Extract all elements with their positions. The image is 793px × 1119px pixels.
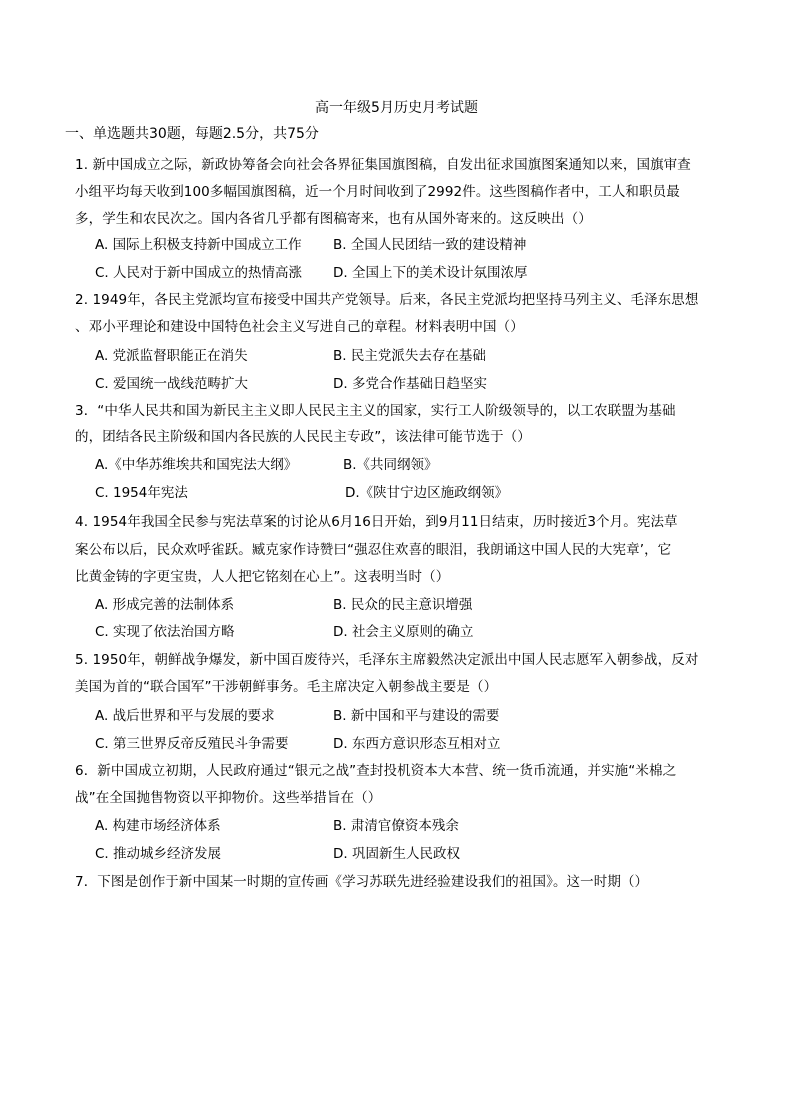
q4-option-d: D. 社会主义原则的确立 <box>333 624 474 640</box>
q6-option-d: D. 巩固新生人民政权 <box>333 846 460 862</box>
q3-line-1: 3．“中华人民共和国为新民主主义即人民民主主义的国家，实行工人阶级领导的，以工农联盟为基础 <box>75 403 676 419</box>
q4-option-c: C. 实现了依法治国方略 <box>95 624 235 640</box>
q1-line-3: 多，学生和农民次之。国内各省几乎都有图稿寄来，也有从国外寄来的。这反映出（） <box>75 211 592 227</box>
q5-option-c: C. 第三世界反帝反殖民斗争需要 <box>95 736 289 752</box>
q4-line-1: 4. 1954年我国全民参与宪法草案的讨论从6月16日开始，到9月11日结束，历时接近3个月。宪法草 <box>75 514 678 530</box>
q4-line-2: 案公布以后，民众欢呼雀跃。臧克家作诗赞曰“强忍住欢喜的眼泪，我朗诵这中国人民的大宪章’，它 <box>75 542 672 558</box>
q6-option-b: B. 肃清官僚资本残余 <box>333 818 459 834</box>
q1-option-b: B. 全国人民团结一致的建设精神 <box>333 237 527 253</box>
q1-option-c: C. 人民对于新中国成立的热情高涨 <box>95 265 303 281</box>
q6-line-1: 6．新中国成立初期，人民政府通过“银元之战”查封投机资本大本营、统一货币流通，并实施“米棉之 <box>75 763 677 779</box>
q1-option-a: A. 国际上积极支持新中国成立工作 <box>95 237 302 253</box>
q6-option-a: A. 构建市场经济体系 <box>95 818 221 834</box>
q2-option-d: D. 多党合作基础日趋坚实 <box>333 376 487 392</box>
q3-option-b: B.《共同纲领》 <box>343 457 438 473</box>
q6-line-2: 战”在全国抛售物资以平抑物价。这些举措旨在（） <box>75 790 382 806</box>
q4-option-b: B. 民众的民主意识增强 <box>333 597 473 613</box>
q5-line-1: 5. 1950年，朝鲜战争爆发，新中国百废待兴，毛泽东主席毅然决定派出中国人民志愿军入朝参战，反对 <box>75 652 699 668</box>
q2-line-1: 2. 1949年，各民主党派均宣布接受中国共产党领导。后来，各民主党派均把坚持马列主义、毛泽东思想 <box>75 292 699 308</box>
q6-option-c: C. 推动城乡经济发展 <box>95 846 222 862</box>
q5-option-a: A. 战后世界和平与发展的要求 <box>95 708 275 724</box>
q4-option-a: A. 形成完善的法制体系 <box>95 597 235 613</box>
q2-option-b: B. 民主党派失去存在基础 <box>333 348 486 364</box>
section-heading: 一、单选题共30题，每题2.5分，共75分 <box>65 126 319 142</box>
q3-option-d: D.《陕甘宁边区施政纲领》 <box>345 485 509 501</box>
q3-line-2: 的，团结各民主阶级和国内各民族的人民民主专政”，该法律可能节选于（） <box>75 429 531 445</box>
q7-line-1: 7．下图是创作于新中国某一时期的宣传画《学习苏联先进经验建设我们的祖国》。这一时期（） <box>75 874 649 890</box>
q4-line-3: 比黄金铸的字更宝贵，人人把它铭刻在心上”。这表明当时（） <box>75 569 450 585</box>
q5-option-d: D. 东西方意识形态互相对立 <box>333 736 501 752</box>
q1-option-d: D. 全国上下的美术设计氛围浓厚 <box>333 265 528 281</box>
q5-line-2: 美国为首的“联合国军”干涉朝鲜事务。毛主席决定入朝参战主要是（） <box>75 679 498 695</box>
q1-line-1: 1. 新中国成立之际，新政协筹备会向社会各界征集国旗图稿，自发出征求国旗图案通知以来，国旗审查 <box>75 157 691 173</box>
q2-line-2: 、邓小平理论和建设中国特色社会主义写进自己的章程。材料表明中国（） <box>75 319 524 335</box>
q5-option-b: B. 新中国和平与建设的需要 <box>333 708 500 724</box>
q1-line-2: 小组平均每天收到100多幅国旗图稿，近一个月时间收到了2992件。这些图稿作者中，工人和职员最 <box>75 184 680 200</box>
q3-option-a: A.《中华苏维埃共和国宪法大纲》 <box>95 457 298 473</box>
q2-option-c: C. 爱国统一战线范畴扩大 <box>95 376 249 392</box>
q2-option-a: A. 党派监督职能正在消失 <box>95 348 248 364</box>
page-title: 高一年级5月历史月考试题 <box>315 100 478 116</box>
q3-option-c: C. 1954年宪法 <box>95 485 188 501</box>
